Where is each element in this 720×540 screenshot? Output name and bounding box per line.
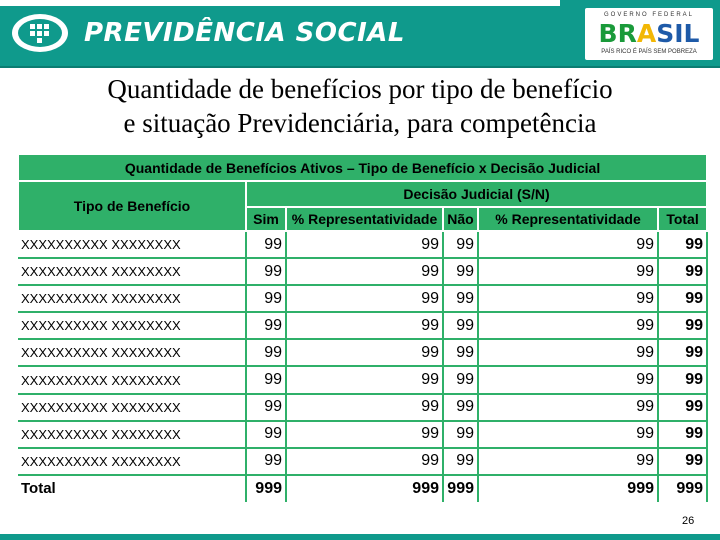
- cell-nao: 99: [443, 394, 478, 421]
- benefits-table: [17, 153, 708, 502]
- cell-total: 99: [658, 312, 707, 339]
- cell-total: 99: [658, 421, 707, 448]
- cell-pct-nao: 99: [478, 312, 658, 339]
- cell-total: 99: [658, 394, 707, 421]
- governo-federal-label: GOVERNO FEDERAL: [603, 12, 694, 18]
- cell-nao: 99: [443, 231, 478, 258]
- cell-sim: 99: [246, 339, 286, 366]
- cell-pct-nao: 99: [478, 448, 658, 475]
- cell-label: XXXXXXXXXX XXXXXXXX: [18, 421, 246, 448]
- brasil-word-part-2: A: [636, 19, 657, 48]
- cell-nao: 99: [443, 312, 478, 339]
- cell-nao: 99: [443, 285, 478, 312]
- header-band: [0, 0, 720, 68]
- cell-pct-sim: 99: [286, 366, 443, 393]
- cell-pct-nao: 99: [478, 339, 658, 366]
- cell-nao: 99: [443, 339, 478, 366]
- cell-pct-sim: 99: [286, 394, 443, 421]
- table-row: [18, 421, 707, 448]
- cell-label: XXXXXXXXXX XXXXXXXX: [18, 366, 246, 393]
- cell-sim: 99: [246, 285, 286, 312]
- cell-pct-nao: 99: [478, 421, 658, 448]
- brasil-word-part-3: SIL: [656, 19, 700, 48]
- col-header-sim: Sim: [246, 207, 286, 231]
- cell-total: 99: [658, 366, 707, 393]
- cell-pct-nao: 99: [478, 285, 658, 312]
- cell-label: XXXXXXXXXX XXXXXXXX: [18, 231, 246, 258]
- cell-pct-nao: 99: [478, 231, 658, 258]
- previdencia-logo-icon: [10, 12, 70, 54]
- cell-label: XXXXXXXXXX XXXXXXXX: [18, 312, 246, 339]
- table-row: [18, 448, 707, 475]
- col-header-pct-nao: % Representatividade: [478, 207, 658, 231]
- table-row: [18, 285, 707, 312]
- table-body: [18, 231, 707, 502]
- cell-pct-nao: 99: [478, 258, 658, 285]
- cell-label: Total: [18, 475, 246, 502]
- cell-nao: 99: [443, 448, 478, 475]
- table-title: Quantidade de Benefícios Ativos – Tipo de Benefício x Decisão Judicial: [18, 154, 707, 181]
- cell-total: 99: [658, 285, 707, 312]
- cell-nao: 99: [443, 421, 478, 448]
- cell-pct-sim: 99: [286, 421, 443, 448]
- cell-nao: 99: [443, 366, 478, 393]
- cell-total: 99: [658, 258, 707, 285]
- header-top-stripe: [0, 0, 560, 6]
- slide-title: [20, 72, 700, 140]
- cell-pct-sim: 99: [286, 231, 443, 258]
- cell-label: XXXXXXXXXX XXXXXXXX: [18, 258, 246, 285]
- group-header-decisao: Decisão Judicial (S/N): [246, 181, 707, 207]
- slide-title-line-1: Quantidade de benefícios por tipo de benefício: [107, 74, 613, 104]
- cell-label: XXXXXXXXXX XXXXXXXX: [18, 394, 246, 421]
- cell-sim: 999: [246, 475, 286, 502]
- brasil-wordmark: [591, 20, 707, 48]
- cell-total: 99: [658, 339, 707, 366]
- table-row: [18, 339, 707, 366]
- brasil-tagline: PAÍS RICO É PAÍS SEM POBREZA: [601, 49, 697, 55]
- cell-pct-sim: 99: [286, 312, 443, 339]
- cell-nao: 999: [443, 475, 478, 502]
- table-row: [18, 231, 707, 258]
- cell-pct-sim: 99: [286, 339, 443, 366]
- cell-pct-sim: 999: [286, 475, 443, 502]
- table-total-row: [18, 475, 707, 502]
- brasil-word-part-1: BR: [598, 19, 637, 48]
- governo-federal-logo: [585, 8, 713, 60]
- cell-sim: 99: [246, 448, 286, 475]
- table-row: [18, 258, 707, 285]
- slide-title-line-2: e situação Previdenciária, para competência: [123, 108, 597, 138]
- cell-total: 999: [658, 475, 707, 502]
- row-header-tipo: Tipo de Benefício: [18, 181, 246, 231]
- cell-sim: 99: [246, 312, 286, 339]
- cell-label: XXXXXXXXXX XXXXXXXX: [18, 339, 246, 366]
- cell-label: XXXXXXXXXX XXXXXXXX: [18, 285, 246, 312]
- table-row: [18, 312, 707, 339]
- table-row: [18, 394, 707, 421]
- cell-pct-nao: 999: [478, 475, 658, 502]
- cell-sim: 99: [246, 421, 286, 448]
- col-header-total: Total: [658, 207, 707, 231]
- cell-sim: 99: [246, 366, 286, 393]
- cell-total: 99: [658, 448, 707, 475]
- col-header-nao: Não: [443, 207, 478, 231]
- cell-sim: 99: [246, 258, 286, 285]
- cell-sim: 99: [246, 394, 286, 421]
- cell-sim: 99: [246, 231, 286, 258]
- col-header-pct-sim: % Representatividade: [286, 207, 443, 231]
- cell-nao: 99: [443, 258, 478, 285]
- page-number: 26: [682, 515, 695, 527]
- cell-pct-nao: 99: [478, 366, 658, 393]
- footer-bar: [0, 534, 720, 540]
- cell-pct-sim: 99: [286, 448, 443, 475]
- cell-total: 99: [658, 231, 707, 258]
- cell-label: XXXXXXXXXX XXXXXXXX: [18, 448, 246, 475]
- cell-pct-nao: 99: [478, 394, 658, 421]
- cell-pct-sim: 99: [286, 285, 443, 312]
- brand-title: PREVIDÊNCIA SOCIAL: [84, 18, 405, 48]
- table-row: [18, 366, 707, 393]
- cell-pct-sim: 99: [286, 258, 443, 285]
